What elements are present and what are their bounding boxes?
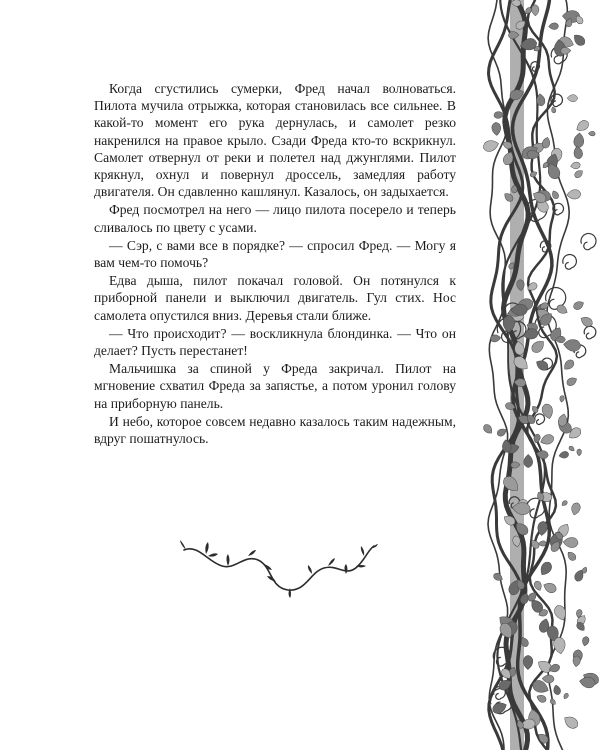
paragraph-1: Когда сгустились сумерки, Фред начал волноваться. Пилота мучила отрыжка, которая становилась все сильнее. В какой-то момент его рука дернулась, и самолет резко накренился на правое крыло. Сзади Фреда кто-то вскрикнул. Самолет отвернул от реки и полетел над джунглями. Пилот крякнул, охнул и повернул дроссель, замедляя работу двигателя. Он сдавленно кашлянул. Казалось, он задыхается. xyxy=(94,81,456,200)
paragraph-2: Фред посмотрел на него — лицо пилота посерело и теперь сливалось по цвету с усами. xyxy=(94,202,456,235)
paragraph-7: И небо, которое совсем недавно казалось таким надежным, вдруг пошатнулось. xyxy=(94,413,456,447)
vine-ornament-icon xyxy=(178,538,378,598)
paragraph-6: Мальчишка за спиной у Фреда закричал. Пилот на мгновение схватил Фреда за запястье, а потом уронил голову на приборную панель. xyxy=(94,361,456,411)
paragraph-3: — Сэр, с вами все в порядке? — спросил Фред. — Могу я вам чем-то помочь? xyxy=(94,237,456,271)
paragraph-4: Едва дыша, пилот покачал головой. Он потянулся к приборной панели и выключил двигатель. Гул стих. Нос самолета опустился вниз. Деревья стали ближе. xyxy=(94,273,456,323)
chapter-text xyxy=(94,80,456,447)
jungle-vine-border-icon xyxy=(476,0,600,750)
paragraph-5: — Что происходит? — воскликнула блондинка. — Что он делает? Пусть перестанет! xyxy=(94,325,456,359)
